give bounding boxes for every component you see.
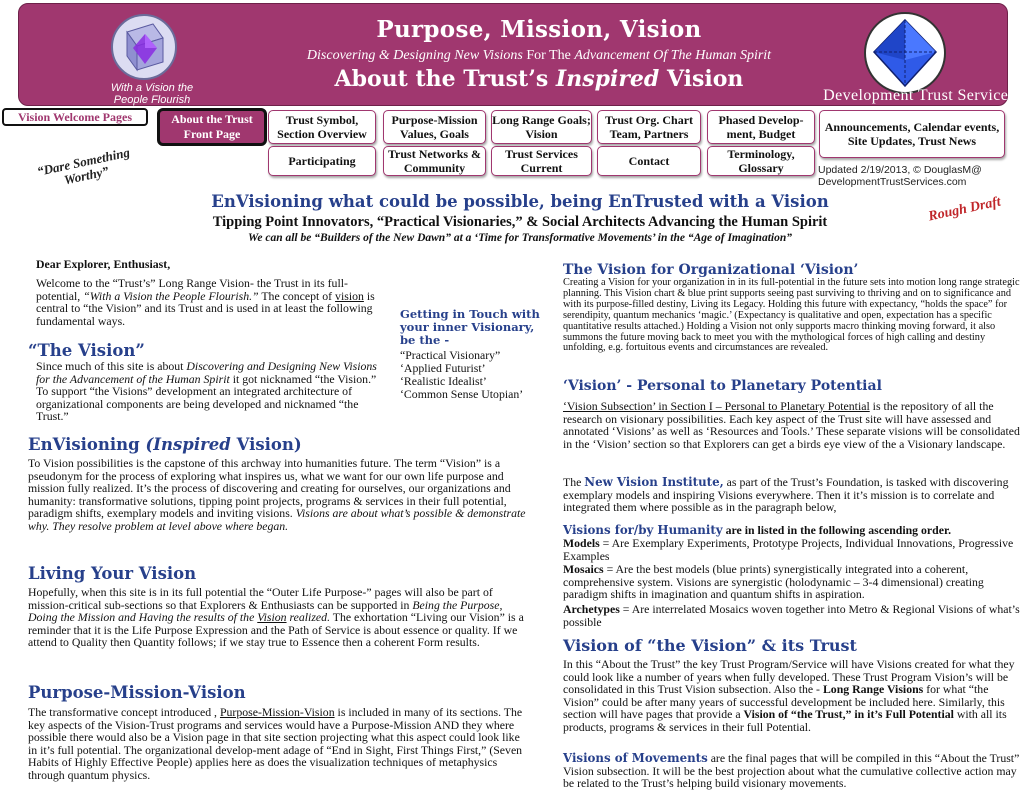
personal-b: is the repository of all the research on visionary possibilities. Each key aspect of the Trust site will have assessed and annotated ‘Visions’ as well as ‘Resources and Tools.’ These separate visions will be consolidated in the ‘Vision’ section so that Explorers can get a birds eye view of the a Visionary landscape. xyxy=(563,399,1020,451)
trust-e: with all its products, programs & services in their full Potential. xyxy=(563,707,1007,734)
heading-organizational-vision: The Vision for Organizational ‘Vision’ xyxy=(563,262,859,278)
pmv-paragraph xyxy=(28,706,530,781)
living-d: realized. xyxy=(286,610,331,624)
nav-about-trust-front-page[interactable]: About the Trust Front Page xyxy=(157,108,267,146)
movements-b: are the final pages that will be compiled in this “About the Trust” Vision subsection. It will be the best projection about what the cumulative collective action may be related to the Trust’s helping build visionary movements. xyxy=(563,751,1020,790)
subtitle-part3: Advancement Of The Human Spirit xyxy=(574,48,772,63)
title2-part3: Vision xyxy=(659,66,744,92)
vision-paragraph xyxy=(36,360,386,423)
octahedron-icon xyxy=(866,14,944,92)
humanity-a: Visions for/by Humanity xyxy=(563,523,723,537)
title2-part2: Inspired xyxy=(555,66,660,92)
inner-visionary-item: ‘Common Sense Utopian’ xyxy=(400,387,524,401)
welcome-d: vision xyxy=(335,288,364,303)
institute-paragraph xyxy=(563,476,1023,514)
personal-link[interactable]: ‘Vision Subsection’ in Section I – Personal to Planetary Potential xyxy=(563,399,870,413)
humanity-b: are in listed in the following ascending order. xyxy=(722,523,952,537)
archetypes-paragraph xyxy=(563,603,1023,628)
trust-vision-paragraph xyxy=(563,658,1023,733)
page-title-secondary xyxy=(219,66,859,92)
envisioning-paragraph xyxy=(28,457,528,532)
nav-participating[interactable]: Participating xyxy=(268,146,376,176)
dare-something-worthy: “Dare Something Worthy” xyxy=(35,144,132,188)
nav-terminology[interactable]: Terminology, Glossary xyxy=(707,146,815,176)
models-a: Models xyxy=(563,536,600,550)
archetypes-a: Archetypes xyxy=(563,602,620,616)
nav-vision-welcome-pages[interactable]: Vision Welcome Pages xyxy=(2,108,148,126)
banner-tagline: With a Vision the People Flourish xyxy=(110,82,194,106)
envision-h-b: (Inspired xyxy=(145,435,231,454)
living-a: Hopefully, when this site is in its full potential the “Outer Life Purpose-” pages will also be part of mission-critical sub-sections so that Explorers & Enthusiasts can be supported in xyxy=(28,585,493,612)
octahedron-logo-icon[interactable] xyxy=(864,12,946,94)
sub-headline: Tipping Point Innovators, “Practical Visionaries,” & Social Architects Advancing the Human Spirit xyxy=(212,214,828,230)
welcome-c: The concept of xyxy=(258,288,336,303)
updated-info: Updated 2/19/2013, © DouglasM@ DevelopmentTrustServices.com xyxy=(818,164,982,188)
rough-draft-badge: Rough Draft xyxy=(927,194,1003,225)
institute-b: New Vision Institute, xyxy=(584,475,724,489)
inner-visionary-item: “Practical Visionary” xyxy=(400,348,501,362)
vision-b: Discovering and Designing New Visions for the Advancement of the Human Spirit xyxy=(36,359,377,386)
heading-personal-planetary xyxy=(563,378,882,394)
envision-h-c: Vision) xyxy=(230,435,302,454)
nav-trust-networks[interactable]: Trust Networks & Community xyxy=(383,146,486,176)
mosaics-b: = Are the best models (blue prints) synergistically integrated into a coherent, comprehensive system. Visions are synergistic (holodynamic – 3-4 dimensional) creating paradigm shifts in imagination and quantum shifts in aspiration. xyxy=(563,562,984,601)
welcome-paragraph xyxy=(36,277,386,327)
org-name: Development Trust Services xyxy=(823,87,1015,104)
living-c: Vision xyxy=(257,610,287,624)
nav-announcements[interactable]: Announcements, Calendar events, Site Updates, Trust News xyxy=(819,110,1005,158)
nav-trust-symbol[interactable]: Trust Symbol, Section Overview xyxy=(268,110,376,144)
subtitle-part2: For The xyxy=(522,48,575,63)
heading-purpose-mission-vision: Purpose-Mission-Vision xyxy=(28,683,246,702)
envision-h-a: EnVisioning xyxy=(28,435,146,454)
cube-icon xyxy=(113,16,175,78)
archetypes-b: = Are interrelated Mosaics woven together into Metro & Regional Visions of what’s possible xyxy=(563,602,1020,629)
tagline: We can all be “Builders of the New Dawn” at a ‘Time for Transformative Movements’ in the “Age of Imagination” xyxy=(247,232,792,244)
heading-the-vision: “The Vision” xyxy=(28,341,145,360)
trust-a: In this “About the Trust” the key Trust Program/Service will have Visions created for what they could look like a number of years when fully developed. These Trust Program Vision’s will be consolidated in this Trust Vision subsection. Also the - xyxy=(563,657,1015,696)
nav-trust-org-chart[interactable]: Trust Org. Chart Team, Partners xyxy=(597,110,701,144)
institute-a: The xyxy=(563,475,585,489)
cube-logo-icon[interactable] xyxy=(111,14,177,80)
vision-c: it got nicknamed “the Vision.” To support “the Visions” development an integrated architecture of organizational components are being developed and nicknamed “the Trust.” xyxy=(36,371,377,423)
mosaics-a: Mosaics xyxy=(563,562,604,576)
nav-trust-services[interactable]: Trust Services Current xyxy=(491,146,592,176)
living-e: The exhortation “Living our Vision” is a reminder that it is the Life Purpose Expression and the Path of Service is about essence or quality. If we attend to Quality then Quantity follows; if we stay true to Essence then a coherent Form results. xyxy=(28,610,524,649)
living-paragraph xyxy=(28,586,530,649)
institute-c: as part of the Trust’s Foundation, is tasked with discovering exemplary models and inspiring Visions everywhere. Then it it’s mission is to correlate and integrated them where possible as in the paragraph below, xyxy=(563,475,1009,514)
trust-b: Long Range Visions xyxy=(822,682,924,696)
heading-envisioning xyxy=(28,435,302,454)
nav-contact[interactable]: Contact xyxy=(597,146,701,176)
page-subtitle xyxy=(219,48,859,64)
subtitle-part1: Discovering & Designing New Visions xyxy=(306,48,523,63)
pmv-a: The transformative concept introduced , xyxy=(28,705,220,719)
pmv-b: Purpose-Mission-Vision xyxy=(219,705,335,719)
trust-c: for what “the Vision” could be after many years of successful development be included here. Similarly, this section will have pages that provide a xyxy=(563,682,1005,721)
greeting: Dear Explorer, Enthusiast, xyxy=(36,257,171,271)
org-vision-paragraph: Creating a Vision for your organization in in its full-potential in the future sets into motion long range strategic planning. This Vision chart & blue print supports seeing past surviving to thriving and on to significance and with its purpose-filled destiny, Living its Legacy. Holding this future with expectancy, “holds the space” for serendipity, quantum mechanics ‘magic.’ (Expectancy is qualitative and open, expectation has a specific quantitative results attached.) Holding a Vision not only supports macro thinking moving forward, it also summons the future moving back to meet you with the mythological forces of high calling and destiny unfolding, e.g. fortuitous events and circumstances are revealed. xyxy=(563,277,1020,354)
trust-d: Vision of “the Trust,” in it’s Full Potential xyxy=(743,707,954,721)
pmv-c: is included in many of its sections. The key aspects of the Vision-Trust programs and services would have a Purpose-Mission AND they where possible there would also be a Vision page in that site section projecting what this aspect could look like in it’s full potential. The organizational develop-ment adage of “End in Sight, First Things First,” (Seven Habits of Highly Effective People) applies here as does the visualization techniques of metaphysics through quantum physics. xyxy=(28,705,523,782)
mosaics-paragraph xyxy=(563,563,1023,601)
inner-visionary-heading: Getting in Touch with your inner Visionary, be the - xyxy=(400,307,540,347)
vision-a: Since much of this site is about xyxy=(36,359,187,373)
personal-h-a: ‘Vision’ xyxy=(563,378,622,394)
welcome-b: “With a Vision the People Flourish.” xyxy=(83,288,259,303)
movements-a: Visions of Movements xyxy=(563,751,708,765)
movements-paragraph xyxy=(563,752,1023,790)
nav-phased-development[interactable]: Phased Develop-ment, Budget xyxy=(707,110,815,144)
models-b: = Are Exemplary Experiments, Prototype Projects, Individual Innovations, Progressive Examples xyxy=(563,536,1014,563)
heading-living-your-vision: Living Your Vision xyxy=(28,564,197,583)
humanity-paragraph xyxy=(563,524,1023,537)
nav-purpose-mission[interactable]: Purpose-Mission Values, Goals xyxy=(383,110,486,144)
models-paragraph xyxy=(563,537,1023,562)
main-headline: EnVisioning what could be possible, being EnTrusted with a Vision xyxy=(211,192,829,211)
inner-visionary-item: ‘Applied Futurist’ xyxy=(400,361,486,375)
personal-h-b: - Personal to Planetary Potential xyxy=(621,378,882,394)
living-b: Being the Purpose, Doing the Mission and Having the results of the xyxy=(28,597,503,624)
header-banner xyxy=(18,3,1015,106)
page-title: Purpose, Mission, Vision xyxy=(376,16,702,43)
welcome-a: Welcome to the “Trust’s” Long Range Vision- the Trust in its full-potential, xyxy=(36,276,348,303)
title2-part1: About the Trust’s xyxy=(334,66,556,92)
personal-paragraph xyxy=(563,400,1023,450)
heading-vision-of-the-vision: Vision of “the Vision” & its Trust xyxy=(563,636,857,655)
inner-visionary-item: ‘Realistic Idealist’ xyxy=(400,374,487,388)
welcome-e: is central to “the Vision” and its Trust and is used in at least the following fundamental ways. xyxy=(36,288,375,328)
envision-a: To Vision possibilities is the capstone of this archway into humanities future. The term “Vision” is a pseudonym for the process of exploring what inspires us, what we want for our own life purpose and mission fully realized. It’s the process of discovering and creating for ourselves, our organizations and humanity: transformative solutions, tipping point projects, programs & services in their full potential, paradigm shifts, exemplary models and inviting visions. xyxy=(28,456,511,520)
envision-b: Visions are about what’s possible & demonstrate why. They resolve problem at level above where began. xyxy=(28,506,526,533)
nav-long-range-goals[interactable]: Long Range Goals; Vision xyxy=(491,110,592,144)
